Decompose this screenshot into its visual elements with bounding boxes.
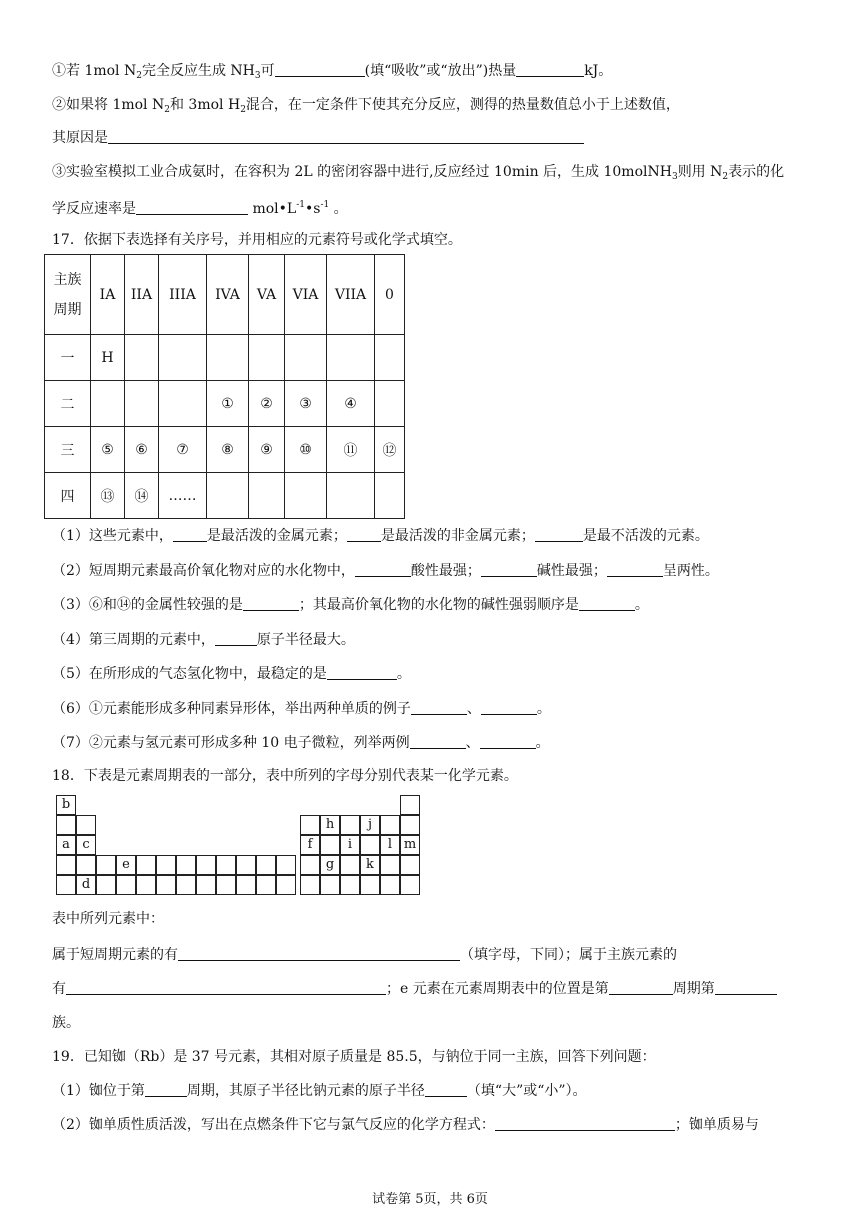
element-cell [340, 815, 360, 835]
answer-blank[interactable] [579, 597, 635, 611]
table-row [45, 381, 405, 427]
element-cell [156, 875, 176, 895]
q17-sub2: （2）短周期元素最高价氧化物对应的水化物中， 酸性最强； 碱性最强； 呈两性。 [52, 563, 719, 579]
q17-stem: 17．依据下表选择有关序号，并用相应的元素符号或化学式填空。 [52, 232, 462, 248]
group-header: VIA [285, 255, 327, 335]
table-header-row [45, 255, 405, 335]
answer-blank[interactable] [481, 701, 537, 715]
answer-blank[interactable] [715, 981, 777, 995]
element-cell: k [360, 855, 380, 875]
table-cell [249, 335, 285, 381]
element-cell [236, 855, 256, 875]
element-cell [340, 855, 360, 875]
answer-blank[interactable] [178, 947, 460, 961]
table-cell [125, 335, 159, 381]
group-header: VA [249, 255, 285, 335]
element-cell: l [380, 835, 400, 855]
element-cell: j [360, 815, 380, 835]
element-cell [56, 815, 76, 835]
group-header: IIA [125, 255, 159, 335]
q19-sub1: （1）铷位于第 周期，其原子半径比钠元素的原子半径 （填“大”或“小”）。 [52, 1083, 587, 1099]
q17-sub1: （1）这些元素中， 是最活泼的金属元素； 是最活泼的非金属元素； 是最不活泼的元素。 [52, 528, 709, 544]
q19-sub2: （2）铷单质性质活泼，写出在点燃条件下它与氯气反应的化学方程式： ；铷单质易与 [52, 1117, 759, 1133]
answer-blank[interactable] [347, 528, 381, 542]
table-cell: ⑦ [159, 427, 207, 473]
table-cell: ③ [285, 381, 327, 427]
q18-stem: 18．下表是元素周期表的一部分，表中所列的字母分别代表某一化学元素。 [52, 768, 518, 784]
table-cell: ① [207, 381, 249, 427]
table-cell [159, 381, 207, 427]
group-header: IA [91, 255, 125, 335]
table-cell: ⑫ [375, 427, 405, 473]
table-cell [375, 335, 405, 381]
element-cell [276, 855, 296, 875]
page-footer: 试卷第 5页，共 6页 [372, 1192, 488, 1207]
answer-blank[interactable] [275, 63, 365, 77]
periodic-table-grid [44, 254, 405, 519]
element-cell [56, 875, 76, 895]
element-cell [156, 855, 176, 875]
periodic-table-outline [56, 795, 420, 895]
element-cell [340, 875, 360, 895]
table-cell: ⑤ [91, 427, 125, 473]
element-cell [96, 875, 116, 895]
table-row [45, 335, 405, 381]
table-cell [285, 335, 327, 381]
table-cell: ⑬ [91, 473, 125, 519]
table-cell [91, 381, 125, 427]
element-cell [76, 855, 96, 875]
element-cell: a [56, 835, 76, 855]
element-cell [276, 875, 296, 895]
table-cell [375, 473, 405, 519]
element-cell [320, 835, 340, 855]
q18-intro: 表中所列元素中： [52, 911, 164, 927]
table-cell [327, 473, 375, 519]
answer-blank[interactable] [410, 735, 466, 749]
element-cell: m [400, 835, 420, 855]
answer-blank[interactable] [495, 1117, 675, 1131]
answer-blank[interactable] [243, 597, 299, 611]
element-cell [176, 855, 196, 875]
group-header: IVA [207, 255, 249, 335]
element-cell [256, 875, 276, 895]
element-cell [176, 875, 196, 895]
element-cell [116, 875, 136, 895]
answer-blank[interactable] [609, 981, 673, 995]
answer-blank[interactable] [480, 735, 536, 749]
table-row [45, 473, 405, 519]
table-cell: ⑥ [125, 427, 159, 473]
table-cell: ⑧ [207, 427, 249, 473]
q17-sub6: （6）①元素能形成多种同素异形体，举出两种单质的例子 、 。 [52, 701, 551, 717]
answer-blank[interactable] [535, 528, 583, 542]
element-cell [400, 815, 420, 835]
group-header: IIIA [159, 255, 207, 335]
element-cell [76, 815, 96, 835]
element-cell [360, 875, 380, 895]
period-label: 四 [45, 473, 91, 519]
period-label: 一 [45, 335, 91, 381]
element-cell [236, 875, 256, 895]
element-cell [320, 875, 340, 895]
q16-part3: ③实验室模拟工业合成氨时，在容积为 2L 的密闭容器中进行,反应经过 10min 后，生成 10molNH$_3$则用 $N_2$表示的化 [52, 164, 785, 182]
element-cell: b [56, 795, 76, 815]
q18-line3: 族。 [52, 1015, 80, 1031]
element-cell [300, 815, 320, 835]
answer-blank[interactable] [355, 563, 411, 577]
table-cell [159, 335, 207, 381]
table-cell: ⑪ [327, 427, 375, 473]
answer-blank[interactable] [425, 1083, 467, 1097]
element-cell [400, 875, 420, 895]
table-cell [207, 473, 249, 519]
q18-line2: 有 ；e 元素在元素周期表中的位置是第 周期第 [52, 980, 777, 998]
element-cell [300, 855, 320, 875]
period-label: 三 [45, 427, 91, 473]
answer-blank[interactable] [481, 563, 537, 577]
element-cell [196, 875, 216, 895]
element-cell [380, 815, 400, 835]
q16-part1: ①若 1mol $N_2$完全反应生成 $NH_3$可 (填“吸收”或“放出”)热量 kJ。 [52, 63, 613, 81]
element-cell [400, 855, 420, 875]
answer-blank[interactable] [136, 201, 248, 215]
period-label: 二 [45, 381, 91, 427]
answer-blank[interactable] [327, 666, 397, 680]
table-cell: …… [159, 473, 207, 519]
element-cell [360, 835, 380, 855]
answer-blank[interactable] [66, 981, 386, 995]
table-cell [249, 473, 285, 519]
element-cell: g [320, 855, 340, 875]
element-cell: d [76, 875, 96, 895]
element-cell [216, 855, 236, 875]
element-cell [56, 855, 76, 875]
element-cell [300, 875, 320, 895]
element-cell: c [76, 835, 96, 855]
element-cell: e [116, 855, 136, 875]
q16-part2: ②如果将 1mol $N_2$和 3mol $H_2$混合，在一定条件下使其充分反应，测得的热量数值总小于上述数值， [52, 97, 680, 115]
table-cell: ⑨ [249, 427, 285, 473]
answer-blank[interactable] [516, 63, 584, 77]
table-cell: ⑩ [285, 427, 327, 473]
table-cell: H [91, 335, 125, 381]
group-header: 0 [375, 255, 405, 335]
table-cell [207, 335, 249, 381]
element-cell: i [340, 835, 360, 855]
q16-part3-rate: 学反应速率是 $mol•L^{-1}•s^{-1}$ 。 [52, 200, 348, 217]
table-cell [375, 381, 405, 427]
element-cell: f [300, 835, 320, 855]
element-cell [196, 855, 216, 875]
table-cell: ⑭ [125, 473, 159, 519]
answer-blank[interactable] [215, 632, 257, 646]
table-cell [125, 381, 159, 427]
q17-sub5: （5）在所形成的气态氢化物中，最稳定的是 。 [52, 666, 411, 682]
table-cell: ② [249, 381, 285, 427]
q19-stem: 19．已知铷（Rb）是 37 号元素，其相对原子质量是 85.5，与钠位于同一主族，回答下列问题： [52, 1049, 656, 1065]
answer-blank[interactable] [173, 528, 207, 542]
element-cell [96, 855, 116, 875]
q16-part2-reason: 其原因是 [52, 129, 584, 147]
element-cell: h [320, 815, 340, 835]
answer-blank[interactable] [108, 130, 584, 144]
q17-sub4: （4）第三周期的元素中， 原子半径最大。 [52, 632, 355, 648]
element-cell [380, 875, 400, 895]
table-cell [327, 335, 375, 381]
group-header: VIIA [327, 255, 375, 335]
answer-blank[interactable] [607, 563, 663, 577]
table-cell [285, 473, 327, 519]
answer-blank[interactable] [411, 701, 467, 715]
element-cell [136, 855, 156, 875]
element-cell [136, 875, 156, 895]
element-cell [400, 795, 420, 815]
table-row [45, 427, 405, 473]
q17-sub3: （3）⑥和⑭的金属性较强的是 ；其最高价氧化物的水化物的碱性强弱顺序是 。 [52, 597, 649, 613]
q18-line1: 属于短周期元素的有 （填字母，下同）；属于主族元素的 [52, 947, 677, 963]
table-cell: ④ [327, 381, 375, 427]
element-cell [216, 875, 236, 895]
element-cell [256, 855, 276, 875]
element-cell [380, 855, 400, 875]
q17-sub7: （7）②元素与氢元素可形成多种 10 电子微粒，列举两例 、 。 [52, 735, 550, 751]
corner-header: 主族 周期 [45, 255, 91, 335]
answer-blank[interactable] [145, 1083, 187, 1097]
